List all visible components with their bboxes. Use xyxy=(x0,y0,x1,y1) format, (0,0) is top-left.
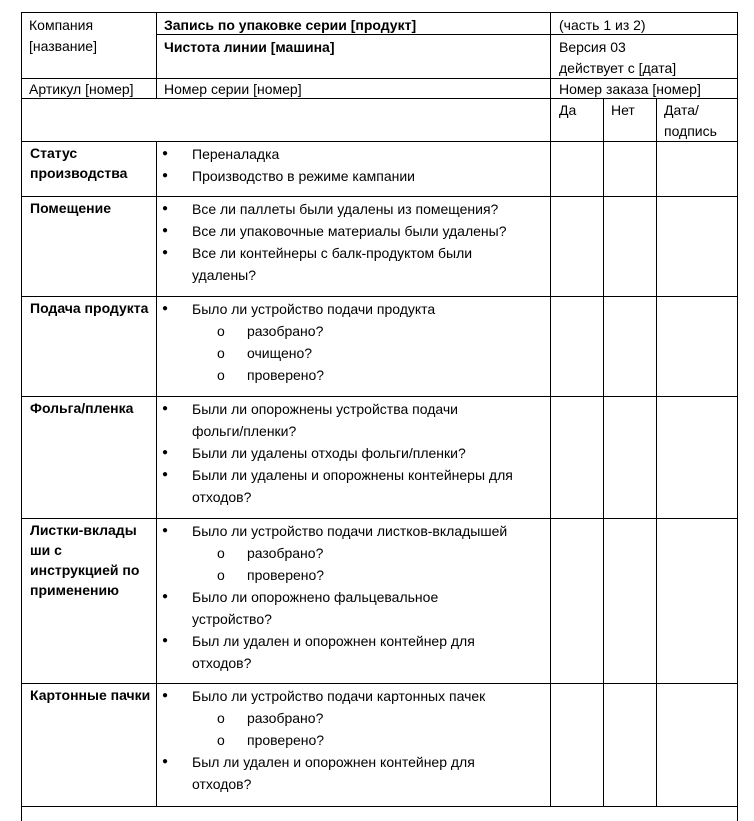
bullet-icon: ● xyxy=(162,170,169,181)
checklist-line-text: Производство в режиме кампании xyxy=(192,168,415,184)
checklist-line-text: Все ли контейнеры с балк-продуктом были xyxy=(192,245,473,261)
section-title-line: инструкцией по xyxy=(30,562,140,578)
column-date-sign: подпись xyxy=(664,123,717,139)
checklist-line-text: Были ли удалены и опорожнены контейнеры для xyxy=(192,467,513,483)
bullet-icon: ● xyxy=(162,247,169,258)
checklist-line-text: Было ли опорожнено фальцевальное xyxy=(192,589,439,605)
table-divider xyxy=(21,196,738,197)
table-divider xyxy=(21,141,738,142)
table-divider xyxy=(156,141,157,807)
batch-number: Номер серии [номер] xyxy=(164,81,302,97)
section-title: Фольга/пленка xyxy=(30,400,134,416)
bullet-icon: ● xyxy=(162,303,169,314)
checklist-line-text: Были ли удалены отходы фольги/пленки? xyxy=(192,445,466,461)
table-divider xyxy=(21,396,738,397)
bullet-icon: ● xyxy=(162,469,169,480)
table-border-right xyxy=(737,12,738,821)
checklist-line-text: Был ли удален и опорожнен контейнер для xyxy=(192,754,475,770)
checklist-line-text: Все ли упаковочные материалы были удалены? xyxy=(192,223,507,239)
checklist-line-text: Все ли паллеты были удалены из помещения? xyxy=(192,201,499,217)
checklist-line-text: проверено? xyxy=(247,732,325,748)
checklist-line-text: отходов? xyxy=(192,655,252,671)
company-value: [название] xyxy=(29,38,97,54)
section-title-line: ши с xyxy=(30,542,62,558)
section-title: Подача продукта xyxy=(30,300,149,316)
bullet-icon: ● xyxy=(162,635,169,646)
bullet-icon: ● xyxy=(162,225,169,236)
bullet-icon: ● xyxy=(162,148,169,159)
checklist-line-text: фольги/пленки? xyxy=(192,423,297,439)
checklist-line-text: разобрано? xyxy=(247,545,324,561)
table-divider xyxy=(156,12,157,99)
sub-bullet-icon: o xyxy=(217,732,225,748)
order-number: Номер заказа [номер] xyxy=(559,81,701,97)
sub-bullet-icon: o xyxy=(217,345,225,361)
section-title: Статус производства xyxy=(30,145,128,181)
table-border-left xyxy=(21,12,22,821)
bullet-icon: ● xyxy=(162,690,169,701)
checklist-line-text: разобрано? xyxy=(247,323,324,339)
record-title: Запись по упаковке серии [продукт] xyxy=(164,17,417,33)
section-title: Картонные пачки xyxy=(30,687,151,703)
part-label: (часть 1 из 2) xyxy=(559,17,646,33)
bullet-icon: ● xyxy=(162,203,169,214)
table-divider xyxy=(21,518,738,519)
version-label: Версия 03 xyxy=(559,39,626,55)
checklist-line-text: Был ли удален и опорожнен контейнер для xyxy=(192,633,475,649)
checklist-line-text: разобрано? xyxy=(247,710,324,726)
column-yes: Да xyxy=(559,102,577,118)
checklist-line-text: Было ли устройство подачи листков-вкладышей xyxy=(192,523,508,539)
table-divider xyxy=(603,98,604,807)
table-divider xyxy=(550,12,551,807)
checklist-line-text: проверено? xyxy=(247,367,325,383)
column-date-sign: Дата/ xyxy=(664,102,699,118)
checklist-line-text: Были ли опорожнены устройства подачи xyxy=(192,401,458,417)
bullet-icon: ● xyxy=(162,403,169,414)
column-no: Нет xyxy=(611,102,635,118)
checklist-line-text: Было ли устройство подачи картонных пачек xyxy=(192,688,486,704)
checklist-line-text: отходов? xyxy=(192,489,252,505)
sub-bullet-icon: o xyxy=(217,367,225,383)
section-title xyxy=(30,520,155,600)
checklist-line-text: удалены? xyxy=(192,267,257,283)
checklist-line-text: отходов? xyxy=(192,776,252,792)
sub-bullet-icon: o xyxy=(217,545,225,561)
section-title-line: Листки-вклады xyxy=(30,522,137,538)
section-title: Помещение xyxy=(30,200,112,216)
effective-date: действует с [дата] xyxy=(559,60,677,76)
sub-bullet-icon: o xyxy=(217,323,225,339)
company-label: Компания xyxy=(29,17,94,33)
sub-bullet-icon: o xyxy=(217,710,225,726)
bullet-icon: ● xyxy=(162,525,169,536)
article-number: Артикул [номер] xyxy=(29,81,134,97)
table-border-top xyxy=(21,12,738,13)
table-divider xyxy=(656,98,657,807)
checklist-line-text: Переналадка xyxy=(192,146,280,162)
line-title: Чистота линии [машина] xyxy=(164,39,335,55)
checklist-line-text: устройство? xyxy=(192,611,272,627)
checklist-line-text: очищено? xyxy=(247,345,313,361)
section-title-line: применению xyxy=(30,582,120,598)
sub-bullet-icon: o xyxy=(217,567,225,583)
table-divider xyxy=(21,296,738,297)
checklist-line-text: Было ли устройство подачи продукта xyxy=(192,301,436,317)
checklist-line-text: проверено? xyxy=(247,567,325,583)
bullet-icon: ● xyxy=(162,447,169,458)
bullet-icon: ● xyxy=(162,591,169,602)
bullet-icon: ● xyxy=(162,756,169,767)
table-divider xyxy=(21,806,738,807)
table-divider xyxy=(21,683,738,684)
